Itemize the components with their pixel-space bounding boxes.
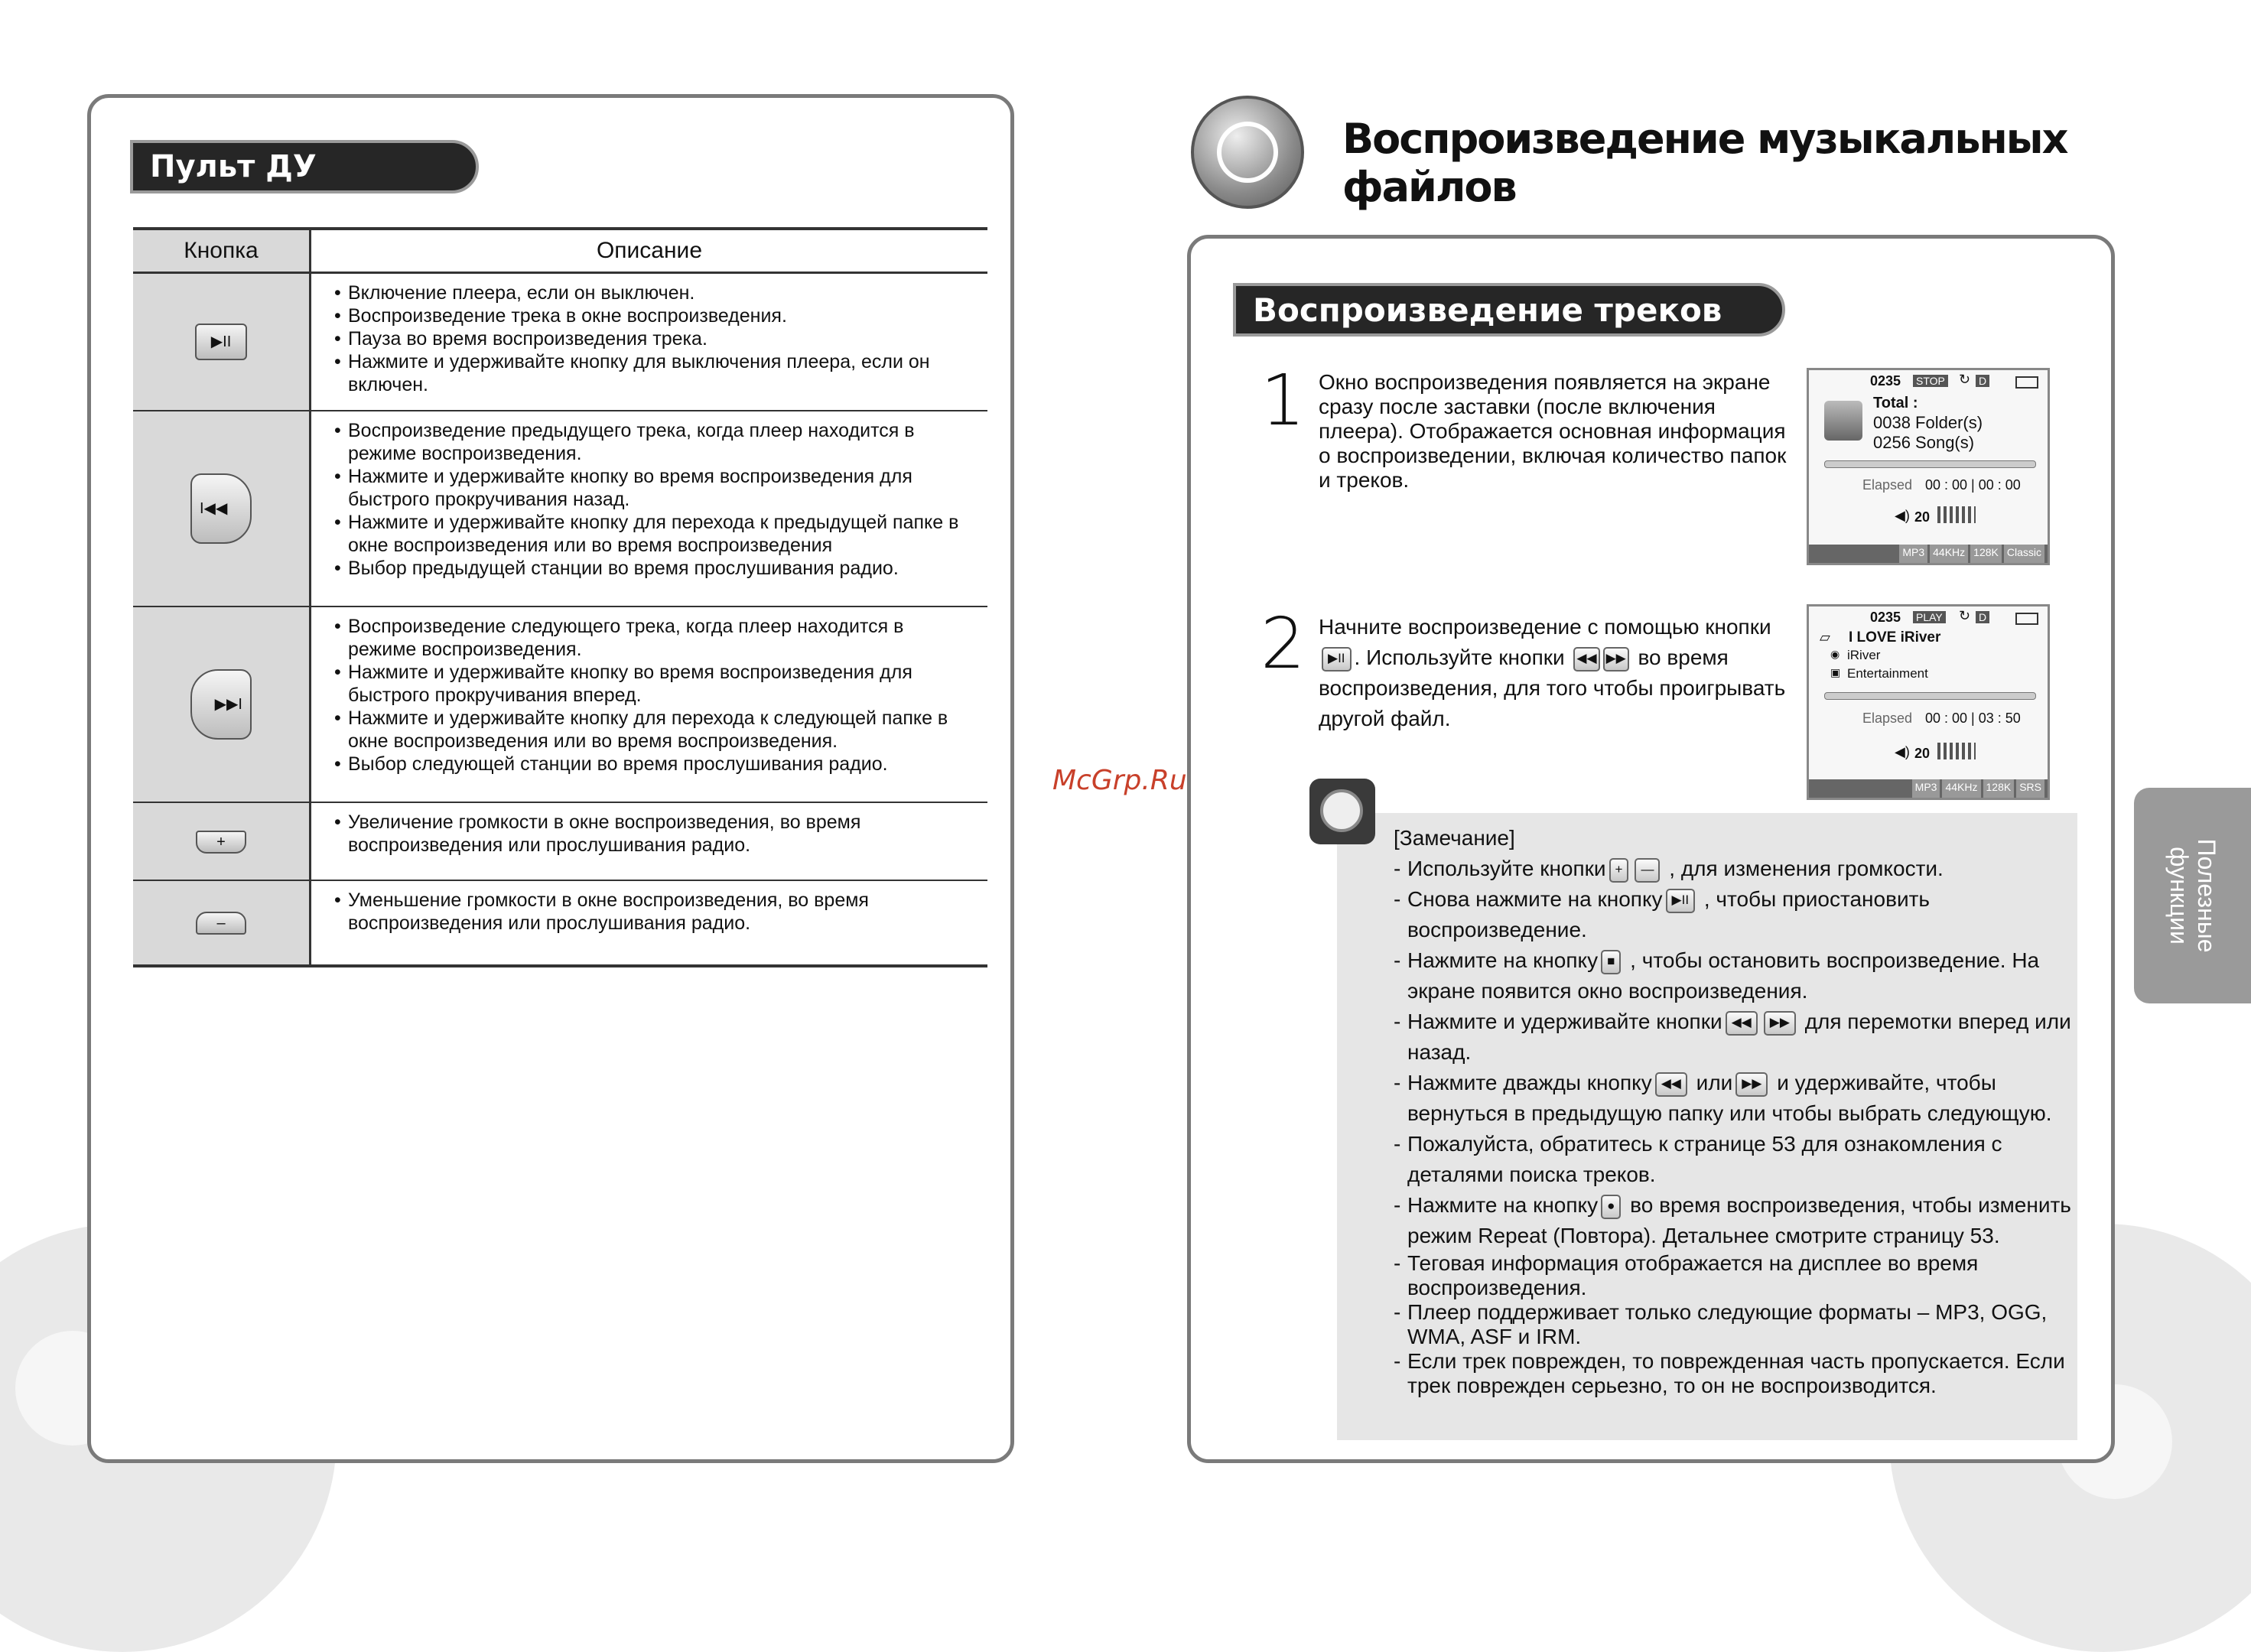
status-bar [1809,545,2048,563]
list-item: • Нажмите и удерживайте кнопку во время воспроизведения для быстрого прокручивания назад. [334,465,977,511]
list-item: • Выбор предыдущей станции во время прослушивания радио. [334,557,977,580]
volume-bars [1937,506,1976,523]
track-number: 0235 [1870,373,1901,389]
music-note-icon [1824,401,1862,441]
note-text: Нажмите на кнопку [1407,1193,1599,1217]
player-screen-play [1807,604,2050,800]
fast-forward-icon: ▶▶I [190,669,252,740]
note-text: Пожалуйста, обратитесь к странице 53 для ознакомления с деталями поиска треков. [1407,1132,2002,1186]
format-tag: MP3 [1899,545,1927,563]
list-item [1394,945,2082,1006]
list-item [1394,884,2082,945]
track-album: Entertainment [1847,666,1928,681]
status-bar [1809,779,2048,798]
step-number-2: 2 [1260,603,1306,685]
mode-badge: STOP [1913,375,1948,387]
songs-count: 0256 Song(s) [1873,433,1975,452]
elapsed-time: 00 : 00 | 03 : 50 [1925,711,2021,726]
list-item: • Воспроизведение предыдущего трека, когда плеер находится в режиме воспроизведения. [334,419,977,465]
step-number-1: 1 [1260,359,1306,441]
list-item [1394,1006,2082,1068]
key-cell [133,273,311,411]
battery-icon [2015,613,2038,625]
key-cell [133,606,311,802]
volume-level: 20 [1914,746,1931,761]
repeat-icon: ↻ [1959,608,1971,623]
progress-bar [1824,692,2036,700]
format-tag: MP3 [1912,779,1940,798]
elapsed-label: Elapsed [1862,477,1913,493]
play-pause-icon: ▶II [1322,647,1352,672]
record-icon: ● [1601,1195,1621,1219]
header-description: Описание [311,229,988,273]
track-number: 0235 [1870,610,1901,625]
key-cell [133,802,311,880]
note-header: [Замечание] [1394,826,1515,850]
artist-icon: ◉ [1830,648,1840,660]
album-icon: ▣ [1830,666,1841,678]
play-pause-icon: ▶II [195,324,247,360]
note-text: , чтобы приостановить воспроизведение. [1407,887,1930,941]
note-text: во время воспроизведения, чтобы изменить режим Repeat (Повтора). Детальнее смотрите страницу 53. [1407,1193,2071,1247]
table-row [133,273,987,411]
playback-banner-title: Воспроизведение треков [1253,291,1722,329]
folders-count: 0038 Folder(s) [1873,413,1983,432]
list-item: • Пауза во время воспроизведения трека. [334,327,977,350]
repeat-badge: D [1976,375,1989,387]
step-2-text-a: Начните воспроизведение с помощью кнопки [1319,615,1771,639]
stop-icon: ■ [1601,950,1621,974]
play-pause-icon: ▶II [1666,889,1696,913]
list-item: • Увеличение громкости в окне воспроизведения, во время воспроизведения или прослушивания радио. [334,811,977,857]
key-cell [133,880,311,966]
side-tab-line: функции [2165,847,2193,945]
list-item: • Выбор следующей станции во время прослушивания радио. [334,753,977,776]
list-item [1394,1129,2082,1190]
list-item: • Нажмите и удерживайте кнопку для выключения плеера, если он включен. [334,350,977,396]
repeat-badge: D [1976,611,1989,623]
side-tab-line: Полезные [2192,838,2220,953]
remote-banner [130,140,479,193]
rewind-icon: ◀◀ [1573,647,1599,672]
desc-cell [311,802,988,880]
progress-bar [1824,460,2036,468]
music-logo-icon [1191,96,1304,209]
note-text: , для изменения громкости. [1669,857,1944,880]
step-1-text: Окно воспроизведения появляется на экране сразу после заставки (после включения плеера). Отображается основная информация о воспроизведении, включая количество папок и треков. [1319,370,1787,492]
volume-bars [1937,743,1976,759]
volume-down-icon: – [196,912,246,935]
list-item: • Включение плеера, если он выключен. [334,281,977,304]
table-row [133,606,987,802]
page-title: Воспроизведение музыкальных файлов [1342,115,2067,211]
volume-down-icon: — [1635,858,1660,883]
desc-cell [311,606,988,802]
fast-forward-icon: ▶▶ [1764,1011,1796,1036]
list-item: • Нажмите и удерживайте кнопку для перехода к предыдущей папке в окне воспроизведения или во время воспроизведения [334,511,977,557]
volume-up-icon: + [196,831,246,854]
mode-badge: PLAY [1913,611,1946,623]
table-row [133,411,987,606]
track-title: I LOVE iRiver [1849,629,1941,646]
list-item: • Нажмите и удерживайте кнопку во время воспроизведения для быстрого прокручивания вперед. [334,661,977,707]
repeat-icon: ↻ [1959,372,1971,387]
track-artist: iRiver [1847,648,1881,662]
note-text: Снова нажмите на кнопку [1407,887,1663,911]
player-screen-stop [1807,368,2050,565]
rewind-icon: ◀◀ [1655,1072,1687,1097]
watermark: McGrp.Ru [1052,765,1187,796]
note-text: Нажмите и удерживайте кнопки [1407,1010,1722,1033]
note-text: , чтобы остановить воспроизведение. На экране появится окно воспроизведения. [1407,948,2040,1003]
freq-tag: 44KHz [1942,779,1980,798]
freq-tag: 44KHz [1930,545,1968,563]
list-item: • Воспроизведение следующего трека, когда плеер находится в режиме воспроизведения. [334,615,977,661]
list-item [1394,1190,2082,1251]
eq-tag: SRS [2016,779,2044,798]
desc-cell [311,880,988,966]
list-item: • Нажмите и удерживайте кнопку для перехода к следующей папке в окне воспроизведения или во время воспроизведения. [334,707,977,753]
remote-banner-title: Пульт ДУ [150,149,317,184]
elapsed-label: Elapsed [1862,711,1913,726]
note-text: и удерживайте, чтобы вернуться в предыдущую папку или чтобы выбрать следующую. [1407,1071,2052,1125]
list-item [1394,1068,2082,1129]
table-header-row [133,229,987,273]
bitrate-tag: 128K [1983,779,2015,798]
list-item: - Если трек поврежден, то поврежденная часть пропускается. Если трек поврежден серьезно, то он не воспроизводится. [1394,1349,2082,1398]
bitrate-tag: 128K [1970,545,2002,563]
note-text: Используйте кнопки [1407,857,1606,880]
note-icon [1309,779,1375,844]
fast-forward-icon: ▶▶ [1603,647,1629,672]
list-item: - Плеер поддерживает только следующие форматы – MP3, OGG, WMA, ASF и IRM. [1394,1300,2082,1349]
rewind-icon: ◀◀ [1726,1011,1758,1036]
remote-table [133,227,987,967]
fast-forward-icon: ▶▶ [1735,1072,1768,1097]
list-item: • Воспроизведение трека в окне воспроизведения. [334,304,977,327]
note-text: Нажмите на кнопку [1407,948,1599,972]
step-2-text-b: . Используйте кнопки [1354,646,1565,669]
note-content [1394,823,2082,1398]
side-tab-label [2165,839,2220,953]
desc-cell [311,273,988,411]
volume-up-icon: + [1609,858,1629,883]
table-row [133,880,987,966]
header-button: Кнопка [133,229,311,273]
list-item: • Уменьшение громкости в окне воспроизведения, во время воспроизведения или прослушивания радио. [334,889,977,935]
note-text: Нажмите дважды кнопку [1407,1071,1652,1094]
note-text: или [1696,1071,1733,1094]
rewind-icon: I◀◀ [190,473,252,544]
total-label: Total : [1873,395,1918,411]
playback-banner [1233,283,1785,337]
volume-level: 20 [1914,509,1931,525]
desc-cell [311,411,988,606]
table-row [133,802,987,880]
step-2-text-c: во время воспроизведения, для того чтобы проигрывать другой файл. [1319,646,1786,730]
note-text: для перемотки вперед или назад. [1407,1010,2071,1064]
folder-icon: ▱ [1820,629,1830,645]
key-cell [133,411,311,606]
list-item: - Теговая информация отображается на дисплее во время воспроизведения. [1394,1251,2082,1300]
list-item [1394,854,2082,884]
elapsed-time: 00 : 00 | 00 : 00 [1925,477,2021,493]
speaker-icon: ◀) [1895,508,1910,523]
speaker-icon: ◀) [1895,744,1910,759]
step-2-text [1319,612,1800,734]
battery-icon [2015,376,2038,389]
section-side-tab[interactable] [2134,788,2251,1003]
eq-tag: Classic [2004,545,2044,563]
